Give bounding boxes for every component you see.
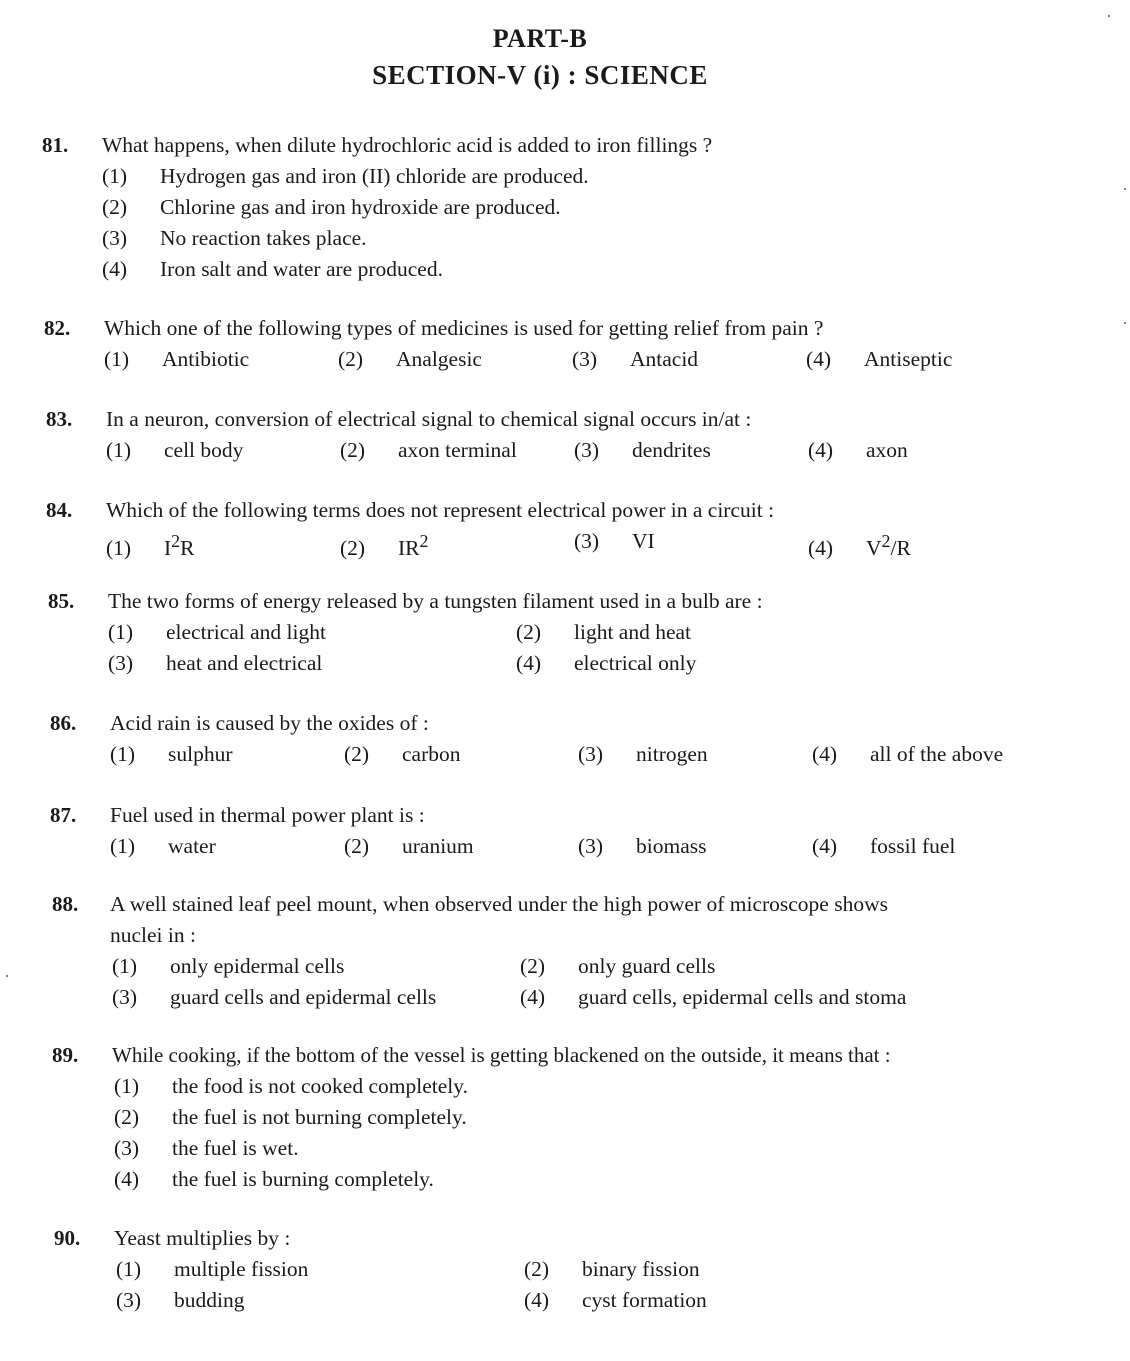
- option-label: (1): [108, 620, 134, 644]
- option-4[interactable]: [806, 344, 952, 375]
- option-label: (3): [572, 347, 598, 371]
- option-2[interactable]: [344, 739, 461, 770]
- option-text: cell body: [164, 438, 244, 462]
- option-label: (1): [104, 347, 130, 371]
- scan-speck: [1124, 322, 1126, 324]
- scan-speck: [6, 975, 8, 977]
- option-text: No reaction takes place.: [160, 226, 367, 250]
- option-label: (3): [574, 529, 600, 553]
- option-1[interactable]: [106, 435, 243, 466]
- option-3[interactable]: [114, 1133, 299, 1164]
- option-label: (4): [516, 651, 542, 675]
- option-label: (2): [114, 1105, 140, 1129]
- option-text: sulphur: [168, 742, 233, 766]
- option-label: (3): [112, 985, 138, 1009]
- option-label: (3): [578, 742, 604, 766]
- question-84: [46, 495, 1106, 565]
- option-text: water: [168, 834, 216, 858]
- option-text: dendrites: [632, 438, 711, 462]
- question-stem: Which one of the following types of medicines is used for getting relief from pain ?: [104, 316, 824, 340]
- option-1[interactable]: [110, 739, 233, 770]
- option-3[interactable]: [102, 223, 367, 254]
- question-number: 86.: [50, 711, 77, 735]
- option-label: (2): [524, 1257, 550, 1281]
- option-1[interactable]: [108, 617, 326, 648]
- option-label: (2): [340, 438, 366, 462]
- option-3[interactable]: [116, 1285, 244, 1316]
- option-4[interactable]: [520, 982, 906, 1013]
- option-formula: $IR^2$: [398, 531, 429, 561]
- option-4[interactable]: [808, 435, 908, 466]
- question-stem: While cooking, if the bottom of the vessel is getting blackened on the outside, it means that :: [112, 1043, 891, 1067]
- question-89: [52, 1040, 1122, 1200]
- question-stem: Fuel used in thermal power plant is :: [110, 803, 425, 827]
- option-label: (3): [102, 226, 128, 250]
- option-text: only guard cells: [578, 954, 716, 978]
- option-1[interactable]: [114, 1071, 468, 1102]
- option-text: multiple fission: [174, 1257, 309, 1281]
- option-3[interactable]: [574, 435, 711, 466]
- option-label: (3): [578, 834, 604, 858]
- scan-speck: [1124, 188, 1126, 190]
- option-label: (3): [114, 1136, 140, 1160]
- option-2[interactable]: [520, 951, 715, 982]
- option-2[interactable]: [340, 435, 517, 466]
- option-text: all of the above: [870, 742, 1004, 766]
- option-text: cyst formation: [582, 1288, 707, 1312]
- option-text: guard cells, epidermal cells and stoma: [578, 985, 907, 1009]
- option-label: (3): [574, 438, 600, 462]
- question-number: 83.: [46, 407, 73, 431]
- option-formula: $I^2R$: [164, 531, 195, 561]
- option-label: (1): [110, 834, 136, 858]
- option-label: (2): [516, 620, 542, 644]
- option-4[interactable]: [812, 739, 1003, 770]
- question-stem: In a neuron, conversion of electrical signal to chemical signal occurs in/at :: [106, 407, 752, 431]
- option-text: carbon: [402, 742, 461, 766]
- section-title: SECTION-V (i) : SCIENCE: [372, 60, 708, 90]
- option-text: electrical and light: [166, 620, 326, 644]
- option-text: Iron salt and water are produced.: [160, 257, 443, 281]
- option-4[interactable]: [102, 254, 443, 285]
- option-label: (3): [108, 651, 134, 675]
- option-text: nitrogen: [636, 742, 708, 766]
- option-text: Analgesic: [396, 347, 482, 371]
- option-4[interactable]: [524, 1285, 707, 1316]
- option-3[interactable]: [578, 831, 706, 862]
- question-86: [50, 708, 1110, 778]
- option-2[interactable]: [338, 344, 482, 375]
- option-text: uranium: [402, 834, 474, 858]
- question-90: [54, 1223, 1114, 1323]
- option-4[interactable]: [114, 1164, 434, 1195]
- question-number: 88.: [52, 892, 79, 916]
- option-label: (4): [806, 347, 832, 371]
- question-stem: What happens, when dilute hydrochloric acid is added to iron fillings ?: [102, 133, 713, 157]
- option-label: (4): [524, 1288, 550, 1312]
- option-1[interactable]: [104, 344, 249, 375]
- option-text: biomass: [636, 834, 707, 858]
- option-4[interactable]: [812, 831, 955, 862]
- question-stem-line-1: A well stained leaf peel mount, when observed under the high power of microscope shows: [110, 892, 888, 916]
- option-text: Hydrogen gas and iron (II) chloride are produced.: [160, 164, 589, 188]
- option-label: (4): [808, 438, 834, 462]
- option-2[interactable]: [524, 1254, 700, 1285]
- option-1[interactable]: [102, 161, 589, 192]
- option-label: (4): [102, 257, 128, 281]
- option-label: (3): [116, 1288, 142, 1312]
- option-label: (1): [116, 1257, 142, 1281]
- option-text: Antibiotic: [162, 347, 250, 371]
- option-label: (1): [106, 536, 132, 561]
- option-label: (1): [102, 164, 128, 188]
- option-text: axon terminal: [398, 438, 517, 462]
- question-83: [46, 404, 1106, 474]
- option-2[interactable]: [102, 192, 561, 223]
- option-text: only epidermal cells: [170, 954, 345, 978]
- option-3[interactable]: [112, 982, 436, 1013]
- question-87: [50, 800, 1110, 870]
- option-text: budding: [174, 1288, 245, 1312]
- question-stem: The two forms of energy released by a tungsten filament used in a bulb are :: [108, 589, 763, 613]
- question-number: 82.: [44, 316, 71, 340]
- option-2[interactable]: [344, 831, 474, 862]
- option-text: the fuel is not burning completely.: [172, 1105, 467, 1129]
- question-number: 81.: [42, 133, 69, 157]
- option-3[interactable]: [574, 526, 655, 557]
- scan-speck: [1108, 15, 1110, 17]
- option-text: Antiseptic: [864, 347, 953, 371]
- question-stem-line-2: nuclei in :: [110, 923, 196, 947]
- option-text: electrical only: [574, 651, 697, 675]
- option-label: (4): [114, 1167, 140, 1191]
- option-label: (1): [112, 954, 138, 978]
- option-3[interactable]: [578, 739, 708, 770]
- option-1[interactable]: [112, 951, 344, 982]
- option-text: the fuel is wet.: [172, 1136, 299, 1160]
- option-text: Antacid: [630, 347, 699, 371]
- option-text: axon: [866, 438, 908, 462]
- option-label: (2): [344, 742, 370, 766]
- option-4[interactable]: [808, 526, 911, 564]
- question-85: [48, 586, 1108, 686]
- option-3[interactable]: [108, 648, 322, 679]
- question-number: 84.: [46, 498, 73, 522]
- option-label: (1): [106, 438, 132, 462]
- question-82: [44, 313, 1104, 383]
- option-text: fossil fuel: [870, 834, 956, 858]
- option-label: (2): [338, 347, 364, 371]
- option-1[interactable]: [106, 526, 194, 564]
- option-text: the food is not cooked completely.: [172, 1074, 468, 1098]
- question-number: 89.: [52, 1043, 79, 1067]
- question-88: [52, 889, 1112, 1019]
- option-1[interactable]: [116, 1254, 308, 1285]
- option-label: (2): [344, 834, 370, 858]
- option-label: (2): [520, 954, 546, 978]
- option-text: binary fission: [582, 1257, 700, 1281]
- option-text: heat and electrical: [166, 651, 323, 675]
- option-1[interactable]: [110, 831, 216, 862]
- option-formula: $V^2/R$: [866, 531, 911, 561]
- option-formula: VI: [632, 529, 655, 553]
- option-4[interactable]: [516, 648, 696, 679]
- question-stem: Yeast multiplies by :: [114, 1226, 291, 1250]
- option-2[interactable]: [114, 1102, 467, 1133]
- option-label: (2): [102, 195, 128, 219]
- question-stem: Which of the following terms does not represent electrical power in a circuit :: [106, 498, 775, 522]
- option-label: (4): [808, 536, 834, 561]
- question-number: 85.: [48, 589, 75, 613]
- option-label: (1): [114, 1074, 140, 1098]
- option-text: light and heat: [574, 620, 692, 644]
- question-stem: Acid rain is caused by the oxides of :: [110, 711, 429, 735]
- option-label: (2): [340, 536, 366, 561]
- option-text: the fuel is burning completely.: [172, 1167, 434, 1191]
- option-2[interactable]: [516, 617, 691, 648]
- option-label: (1): [110, 742, 136, 766]
- part-title: PART-B: [492, 24, 588, 53]
- question-number: 87.: [50, 803, 77, 827]
- option-2[interactable]: [340, 526, 428, 564]
- option-label: (4): [812, 742, 838, 766]
- option-label: (4): [812, 834, 838, 858]
- option-text: Chlorine gas and iron hydroxide are produced.: [160, 195, 561, 219]
- question-81: [42, 130, 1102, 290]
- option-text: guard cells and epidermal cells: [170, 985, 437, 1009]
- question-number: 90.: [54, 1226, 81, 1250]
- option-label: (4): [520, 985, 546, 1009]
- option-3[interactable]: [572, 344, 698, 375]
